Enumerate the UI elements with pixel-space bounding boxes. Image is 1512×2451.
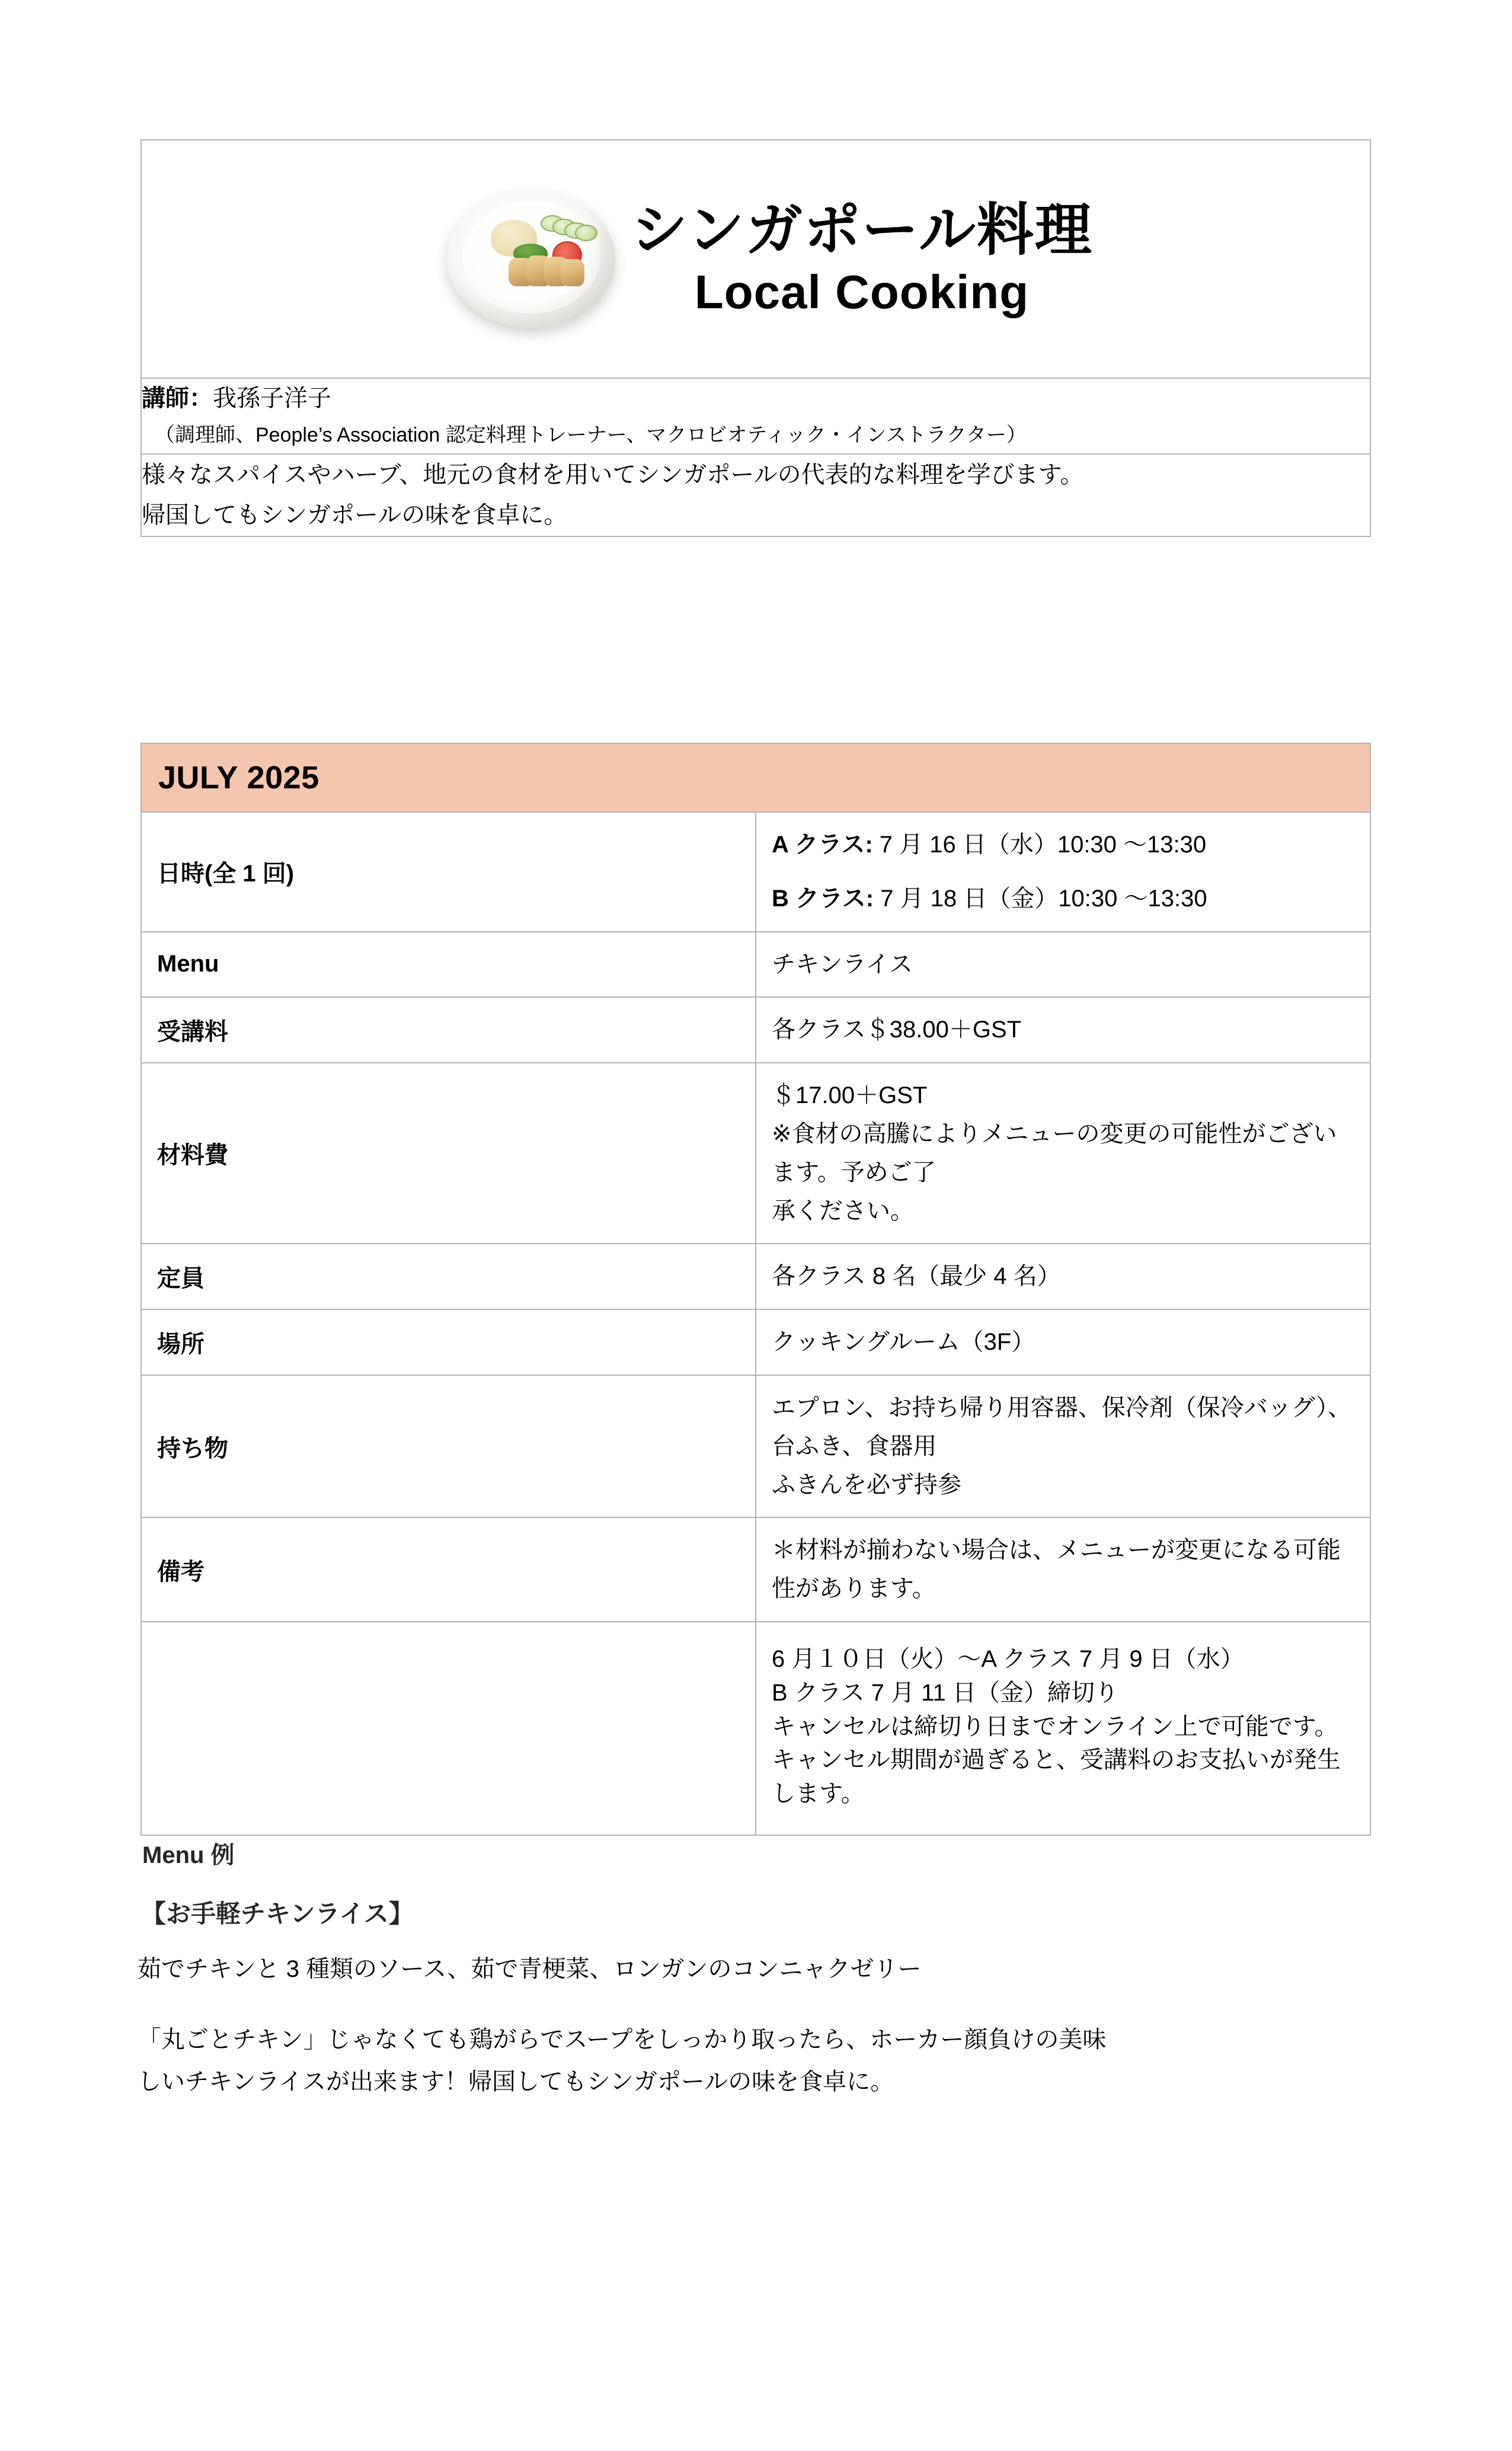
row-value-deadline <box>756 1622 1370 1835</box>
table-row-capacity <box>141 1244 1370 1309</box>
row-value-venue: クッキングルーム（3F） <box>756 1309 1370 1375</box>
banner-title-jp: シンガポール料理 <box>631 199 1093 262</box>
table-row-bring <box>141 1375 1370 1517</box>
class-a-line <box>772 826 1354 864</box>
row-label-bring: 持ち物 <box>141 1375 756 1517</box>
row-label-remarks: 備考 <box>141 1517 756 1622</box>
row-label-material-cost: 材料費 <box>141 1063 756 1244</box>
menu-dish-title: 【お手軽チキンライス】 <box>141 1900 414 1928</box>
description-row <box>141 454 1370 537</box>
row-label-deadline <box>141 1622 756 1835</box>
instructor-line <box>142 379 1370 418</box>
table-row-venue <box>141 1309 1370 1375</box>
row-value-capacity: 各クラス 8 名（最少 4 名） <box>756 1244 1370 1309</box>
row-label-menu: Menu <box>141 932 756 998</box>
instructor-label: 講師： <box>142 385 213 411</box>
banner-row <box>141 140 1370 378</box>
menu-description-paragraph <box>138 2019 1415 2103</box>
deadline-line-1: 6 月１０日（火）〜A クラス 7 月 9 日（水） <box>772 1645 1244 1672</box>
table-row-remarks <box>141 1517 1370 1622</box>
class-b-line <box>772 880 1354 918</box>
table-row-menu <box>141 932 1370 998</box>
menu-paragraph-line-1: 「丸ごとチキン」じゃなくても鶏がらでスープをしっかり取ったら、ホーカー顔負けの美味 <box>138 2027 1107 2053</box>
material-cost-note-2: 承ください。 <box>772 1197 914 1224</box>
instructor-credentials: （調理師、People’s Association 認定料理トレーナー、マクロビオティック・インストラクター） <box>155 424 1027 446</box>
row-label-venue: 場所 <box>141 1309 756 1375</box>
table-row-datetime <box>141 812 1370 932</box>
class-a-prefix: A クラス: <box>772 832 873 858</box>
row-value-remarks: ＊材料が揃わない場合は、メニューが変更になる可能性があります。 <box>756 1517 1370 1622</box>
table-row-fee <box>141 997 1370 1063</box>
menu-items-list: 茹でチキンと 3 種類のソース、茹で青梗菜、ロンガンのコンニャクゼリー <box>138 1956 922 1982</box>
material-cost-note-1: ※食材の高騰によりメニューの変更の可能性がございます。予めご了 <box>772 1120 1337 1185</box>
table-row-deadline <box>141 1622 1370 1835</box>
month-header: JULY 2025 <box>141 743 1370 812</box>
description-line-1: 様々なスパイスやハーブ、地元の食材を用いてシンガポールの代表的な料理を学びます。 <box>142 461 1084 488</box>
schedule-table <box>140 743 1371 1836</box>
row-value-bring <box>756 1375 1370 1517</box>
row-value-datetime <box>756 812 1370 932</box>
description-line-2: 帰国してもシンガポールの味を食卓に。 <box>142 502 568 529</box>
menu-paragraph-line-2: しいチキンライスが出来ます！帰国してもシンガポールの味を食卓に。 <box>138 2069 894 2095</box>
table-row-material-cost <box>141 1063 1370 1244</box>
instructor-row <box>141 378 1370 454</box>
class-a-value: 7 月 16 日（水）10:30 〜13:30 <box>872 832 1207 858</box>
chicken-slice <box>561 259 584 286</box>
chicken-rice-photo <box>442 182 620 336</box>
month-header-row <box>141 743 1370 812</box>
row-value-fee: 各クラス＄38.00＋GST <box>756 997 1370 1063</box>
banner-title-en: Local Cooking <box>694 266 1030 318</box>
bring-line-1: エプロン、お持ち帰り用容器、保冷剤（保冷バッグ）、台ふき、食器用 <box>772 1394 1351 1459</box>
instructor-name: 我孫子洋子 <box>213 385 331 411</box>
class-b-prefix: B クラス: <box>772 885 874 912</box>
instructor-cell <box>141 378 1370 454</box>
deadline-line-3: キャンセルは締切り日までオンライン上で可能です。 <box>772 1713 1338 1740</box>
menu-example-heading: Menu 例 <box>142 1842 235 1868</box>
cucumber-slice <box>575 225 597 241</box>
row-label-datetime: 日時(全 1 回) <box>141 812 756 932</box>
banner-text-group <box>631 199 1093 318</box>
menu-example-section <box>135 1843 1415 2103</box>
row-value-menu: チキンライス <box>756 932 1370 998</box>
description-cell <box>141 454 1370 537</box>
material-cost-amount: ＄17.00＋GST <box>772 1082 928 1109</box>
deadline-line-4: キャンセル期間が過ぎると、受講料のお支払いが発生します。 <box>772 1747 1341 1807</box>
row-label-fee: 受講料 <box>141 997 756 1063</box>
row-value-material-cost <box>756 1063 1370 1244</box>
row-label-capacity: 定員 <box>141 1244 756 1309</box>
intro-table <box>140 139 1371 537</box>
class-b-value: 7 月 18 日（金）10:30 〜13:30 <box>874 885 1207 912</box>
banner-cell <box>141 140 1370 378</box>
bring-line-2: ふきんを必ず持参 <box>772 1471 961 1498</box>
deadline-line-2: B クラス 7 月 11 日（金）締切り <box>772 1679 1118 1706</box>
